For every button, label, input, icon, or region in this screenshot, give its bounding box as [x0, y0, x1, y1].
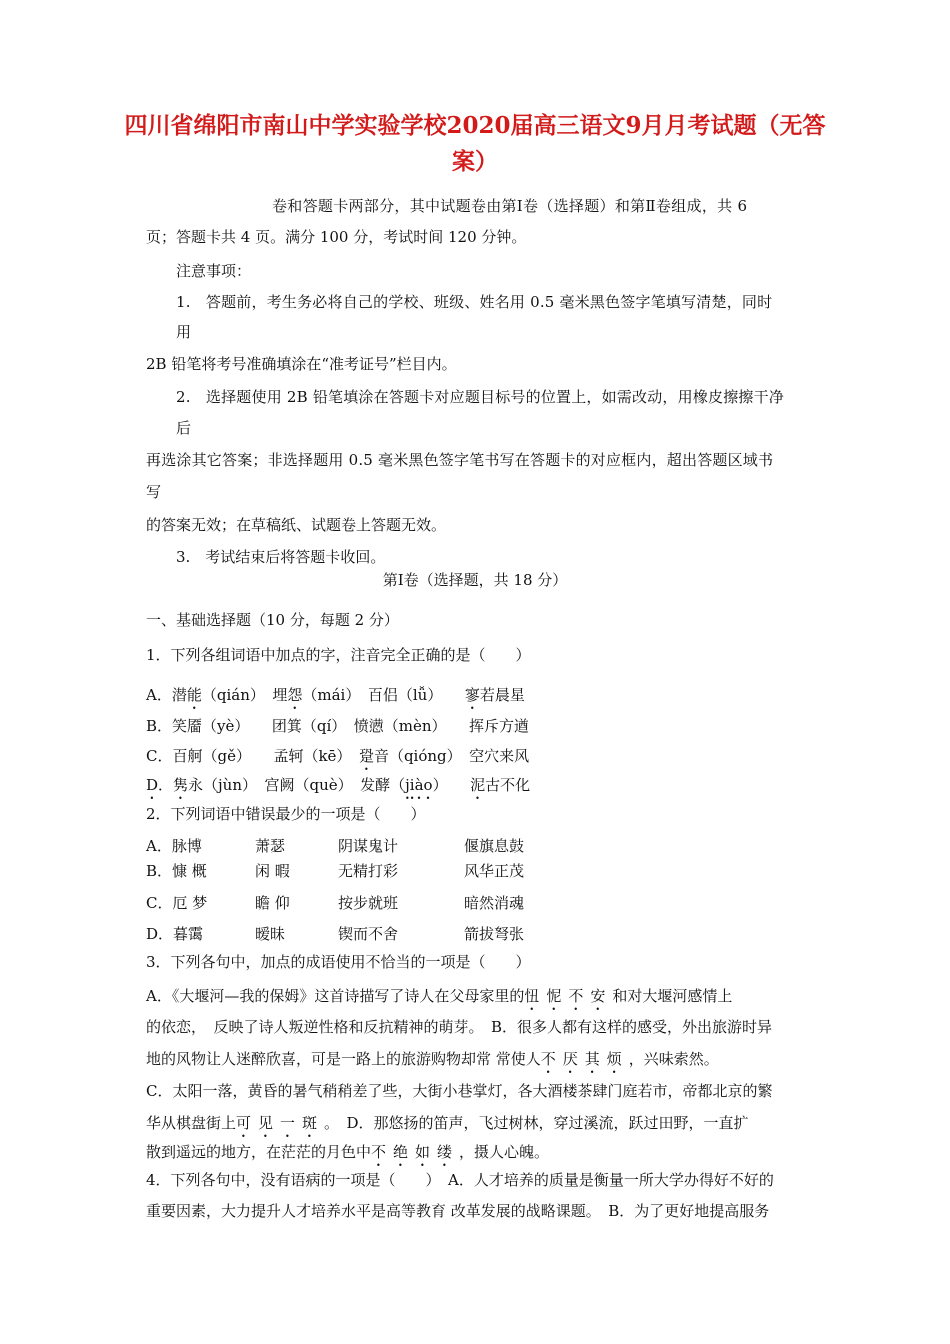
option-b-word: 风华正茂: [464, 862, 525, 880]
question-3-text: 的依恋， 反映了诗人叛逆性格和反抗精神的萌芽。 B．很多人都有这样的感受，外出旅游时异: [146, 1018, 773, 1036]
intro-line: 页；答题卡共 4 页。满分 100 分，考试时间 120 分钟。: [146, 228, 527, 246]
option-c-word: 按步就班: [338, 894, 399, 912]
note-3: 3. 考试结束后将答题卡收回。: [176, 548, 386, 566]
question-4-text: 重要因素，大力提升人才培养水平是高等教育 改革发展的战略课题。 B．为了更好地提高服务: [146, 1202, 770, 1220]
option-d-word: 锲而不舍: [338, 925, 399, 943]
option-c-word: 暗然消魂: [464, 894, 525, 912]
option-c-word: 瞻 仰: [255, 894, 290, 912]
question-1-option-a: A．潜能（qián） 埋怨（mái） 百侣（lǚ） 寥若晨星: [146, 686, 525, 704]
note-2-continued: 的答案无效；在草稿纸、试题卷上答题无效。: [146, 516, 447, 534]
option-d-word: 暧昧: [255, 925, 286, 943]
notes-heading: 注意事项：: [176, 262, 252, 280]
question-1-option-d: D．隽永（jùn） 宫阙（què） 发酵（jiào） 泥古不化: [146, 776, 531, 794]
intro-line: 卷和答题卡两部分，其中试题卷由第Ⅰ卷（选择题）和第Ⅱ卷组成，共 6: [272, 197, 748, 215]
note-1-continued: 用: [176, 323, 192, 341]
option-d-word: 箭拔弩张: [464, 925, 525, 943]
note-2-continued: 后: [176, 419, 192, 437]
question-4-text: 4．下列各句中，没有语病的一项是（ ） A．人才培养的质量是衡量一所大学办得好不好的: [146, 1171, 774, 1189]
question-3-stem: 3．下列各句中，加点的成语使用不恰当的一项是（ ）: [146, 953, 531, 971]
document-title: 四川省绵阳市南山中学实验学校2020届高三语文9月月考试题（无答案）: [124, 112, 826, 175]
question-3-text: C．太阳一落，黄昏的暑气稍稍差了些，大街小巷掌灯，各大酒楼茶肆门庭若市，帝都北京的繁: [146, 1082, 773, 1100]
option-b-word: 闲 暇: [255, 862, 290, 880]
question-2-stem: 2．下列词语中错误最少的一项是（ ）: [146, 805, 426, 823]
question-1-stem: 1．下列各组词语中加点的字，注音完全正确的是（ ）: [146, 646, 531, 664]
note-2-continued: 再选涂其它答案；非选择题用 0.5 毫米黑色签字笔书写在答题卡的对应框内，超出答题区域书: [146, 451, 774, 469]
question-3-text: 地的风物让人迷醉欣喜，可是一路上的旅游购物却常 常使人不厌其烦，兴味索然。: [146, 1050, 719, 1068]
option-c-word: C．厄 梦: [146, 894, 208, 912]
option-b-word: 无精打彩: [338, 862, 399, 880]
section-heading: 一、基础选择题（10 分，每题 2 分）: [146, 611, 399, 629]
question-3-text: 散到遥远的地方，在茫茫的月色中不绝如缕，摄人心魄。: [146, 1143, 550, 1161]
note-1-continued: 2B 铅笔将考号准确填涂在“准考证号”栏目内。: [146, 355, 457, 373]
question-3-text: A．《大堰河—我的保姆》这首诗描写了诗人在父母家里的忸怩不安和对大堰河感情上: [146, 987, 733, 1005]
option-d-word: D．暮霭: [146, 925, 204, 943]
note-2: 2. 选择题使用 2B 铅笔填涂在答题卡对应题目标号的位置上，如需改动，用橡皮擦擦干净: [176, 388, 785, 406]
option-a-word: A．脉博: [146, 837, 202, 855]
note-2-continued: 写: [146, 483, 162, 501]
question-1-option-b: B．笑靥（yè） 团箕（qí） 愤懑（mèn） 挥斥方遒: [146, 717, 530, 735]
option-a-word: 偃旗息鼓: [464, 837, 525, 855]
question-3-text: 华从棋盘街上可见一斑。 D．那悠扬的笛声，飞过树林，穿过溪流，跃过田野，一直扩: [146, 1114, 749, 1132]
option-a-word: 萧瑟: [255, 837, 286, 855]
question-1-option-c: C．百舸（gě） 孟轲（kē） 跫音（qióng） 空穴来风: [146, 747, 530, 765]
option-b-word: B．慷 概: [146, 862, 207, 880]
option-a-word: 阴谋鬼计: [338, 837, 399, 855]
note-1: 1. 答题前，考生务必将自己的学校、班级、姓名用 0.5 毫米黑色签字笔填写清楚，同时: [176, 293, 773, 311]
part-heading: 第Ⅰ卷（选择题，共 18 分）: [382, 571, 568, 589]
